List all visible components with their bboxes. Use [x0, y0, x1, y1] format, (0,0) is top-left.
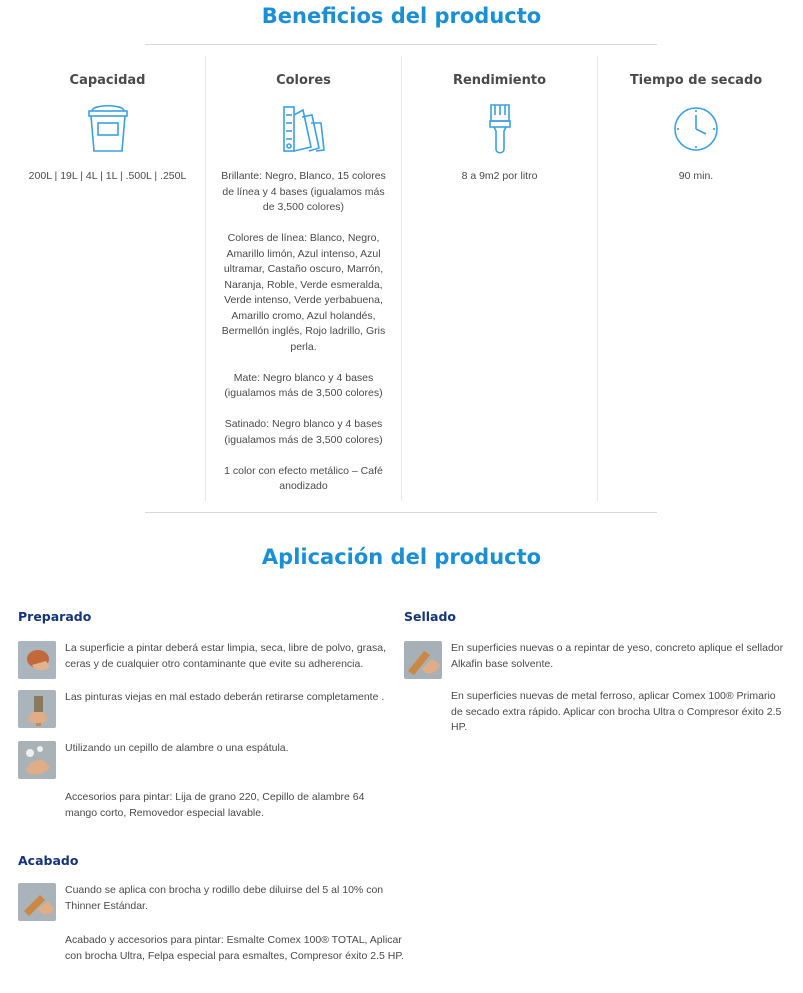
benefit-drying-time: [598, 56, 794, 501]
preparado-heading: Preparado: [18, 609, 92, 624]
benefit-capacity: [10, 56, 206, 501]
benefit-heading: Tiempo de secado: [629, 73, 763, 88]
preparado-step-text: La superficie a pintar deberá estar limpia, seca, libre de polvo, grasa, ceras y de cualquier otro contaminante que evite su adherencia.: [65, 642, 387, 670]
preparado-step: [18, 641, 393, 679]
benefits-grid: [10, 56, 795, 501]
sellado-heading: Sellado: [404, 609, 457, 624]
scraping-spatula-icon: [18, 690, 56, 728]
paint-brush-icon: [472, 101, 528, 157]
benefit-text: Colores de línea: Blanco, Negro, Amarillo limón, Azul intenso, Azul ultramar, Castaño oscuro, Marrón, Naranja, Roble, Verde esmeralda, Verde intenso, Verde yerbabuena, Amarillo cromo, Azul holandés, Bermellón inglés, Rojo ladrillo, Gris perla.: [221, 232, 386, 353]
benefit-text: 90 min.: [678, 170, 714, 182]
preparado-note: Accesorios para pintar: Lija de grano 220, Cepillo de alambre 64 mango corto, Removedor especial lavable.: [65, 791, 365, 819]
sellado-step-text: En superficies nuevas o a repintar de yeso, concreto aplique el sellador Alkafin base solvente.: [451, 642, 784, 670]
acabado-step: [18, 883, 393, 921]
benefit-text: Mate: Negro blanco y 4 bases (igualamos más de 3,500 colores): [224, 371, 383, 399]
benefit-heading: Rendimiento: [452, 73, 547, 88]
preparado-step: [18, 741, 393, 779]
acabado-note: Acabado y accesorios para pintar: Esmalte Comex 100® TOTAL, Aplicar con brocha Ultra, Felpa especial para esmaltes, Compresor éxito 2.5 HP.: [65, 934, 404, 962]
paint-bucket-icon: [80, 101, 136, 157]
clock-icon: [668, 101, 724, 157]
wire-brush-icon: [18, 741, 56, 779]
acabado-heading: Acabado: [18, 853, 79, 868]
preparado-step: [18, 690, 393, 728]
brush-painting-icon: [18, 883, 56, 921]
divider-bottom: [145, 512, 657, 513]
preparado-step-text: Las pinturas viejas en mal estado deberán retirarse completamente .: [65, 691, 385, 703]
acabado-step-text: Cuando se aplica con brocha y rodillo debe diluirse del 5 al 10% con Thinner Estándar.: [65, 884, 384, 912]
preparado-step-text: Utilizando un cepillo de alambre o una espátula.: [65, 742, 289, 754]
benefit-text: Satinado: Negro blanco y 4 bases (igualamos más de 3,500 colores): [224, 418, 383, 446]
brush-sealing-icon: [404, 641, 442, 679]
benefit-text: 1 color con efecto metálico – Café anodizado: [224, 464, 383, 492]
benefit-colors: [206, 56, 402, 501]
benefit-text: Brillante: Negro, Blanco, 15 colores de línea y 4 bases (igualamos más de 3,500 colores): [221, 170, 386, 213]
sellado-note: En superficies nuevas de metal ferroso, aplicar Comex 100® Primario de secado extra rápido. Aplicar con brocha Ultra o Compresor éxito 2.5 HP.: [451, 690, 782, 733]
benefit-heading: Capacidad: [69, 73, 146, 88]
sanding-hand-icon: [18, 641, 56, 679]
benefits-title: Beneficios del producto: [261, 4, 542, 28]
color-swatch-fan-icon: [276, 101, 332, 157]
application-title: Aplicación del producto: [261, 545, 542, 569]
benefit-text: 200L | 19L | 4L | 1L | .500L | .250L: [28, 170, 187, 182]
benefit-text: 8 a 9m2 por litro: [461, 170, 538, 182]
sellado-step: [404, 641, 789, 679]
divider-top: [145, 44, 657, 45]
benefit-heading: Colores: [276, 73, 331, 88]
benefit-yield: [402, 56, 598, 501]
